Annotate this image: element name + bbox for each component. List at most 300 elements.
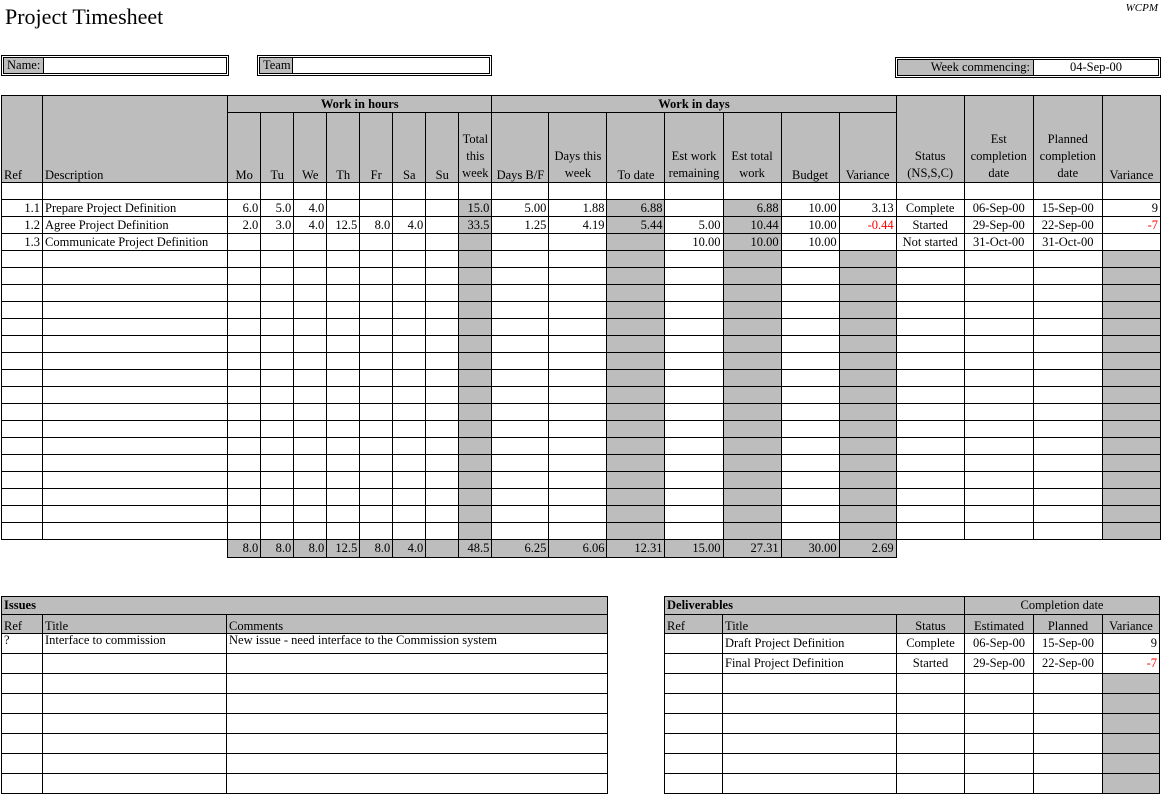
cell-est-remaining[interactable]: 5.00 [665, 217, 723, 234]
cell-we[interactable] [294, 370, 327, 387]
cell-est-completion[interactable] [964, 472, 1033, 489]
cell-planned-completion[interactable] [1033, 404, 1102, 421]
cell-planned-completion[interactable] [1033, 183, 1102, 200]
cell-description[interactable] [43, 438, 228, 455]
issue-ref[interactable] [2, 754, 43, 774]
cell-tu[interactable] [261, 455, 294, 472]
cell-we[interactable] [294, 506, 327, 523]
cell-days-bf[interactable] [492, 506, 549, 523]
cell-planned-completion[interactable] [1033, 523, 1102, 540]
cell-mo[interactable] [228, 404, 261, 421]
deliverable-title[interactable]: Draft Project Definition [723, 634, 897, 654]
cell-tu[interactable] [261, 370, 294, 387]
cell-budget[interactable] [781, 268, 839, 285]
cell-status[interactable] [896, 370, 964, 387]
deliverable-planned[interactable] [1034, 754, 1103, 774]
cell-est-remaining[interactable] [665, 353, 723, 370]
deliverable-title[interactable]: Final Project Definition [723, 654, 897, 674]
cell-ref[interactable] [2, 319, 43, 336]
cell-fr[interactable] [360, 251, 393, 268]
cell-est-completion[interactable] [964, 285, 1033, 302]
cell-planned-completion[interactable] [1033, 336, 1102, 353]
cell-su[interactable] [426, 370, 459, 387]
cell-th[interactable] [327, 302, 360, 319]
cell-est-remaining[interactable] [665, 336, 723, 353]
cell-days-week[interactable] [549, 489, 607, 506]
cell-ref[interactable] [2, 421, 43, 438]
issue-ref[interactable] [2, 654, 43, 674]
cell-we[interactable]: 4.0 [294, 200, 327, 217]
cell-est-completion[interactable] [964, 319, 1033, 336]
cell-est-remaining[interactable] [665, 183, 723, 200]
cell-planned-completion[interactable] [1033, 421, 1102, 438]
deliverable-estimated[interactable]: 29-Sep-00 [965, 654, 1034, 674]
deliverable-ref[interactable] [665, 694, 723, 714]
cell-status[interactable] [896, 285, 964, 302]
cell-we[interactable] [294, 336, 327, 353]
cell-status[interactable] [896, 319, 964, 336]
cell-sa[interactable] [393, 302, 426, 319]
cell-fr[interactable]: 8.0 [360, 217, 393, 234]
cell-sa[interactable] [393, 268, 426, 285]
cell-description[interactable] [43, 336, 228, 353]
cell-planned-completion[interactable] [1033, 370, 1102, 387]
deliverable-status[interactable] [897, 674, 965, 694]
issue-comments[interactable] [227, 774, 608, 794]
cell-we[interactable] [294, 268, 327, 285]
cell-tu[interactable] [261, 438, 294, 455]
cell-est-total[interactable] [723, 183, 781, 200]
cell-days-week[interactable] [549, 455, 607, 472]
cell-days-week[interactable] [549, 472, 607, 489]
cell-th[interactable] [327, 251, 360, 268]
cell-planned-completion[interactable] [1033, 251, 1102, 268]
cell-est-remaining[interactable] [665, 319, 723, 336]
issue-ref[interactable] [2, 734, 43, 754]
deliverable-estimated[interactable] [965, 694, 1034, 714]
cell-sa[interactable] [393, 183, 426, 200]
cell-tu[interactable] [261, 302, 294, 319]
cell-tu[interactable] [261, 234, 294, 251]
cell-days-bf[interactable] [492, 302, 549, 319]
cell-th[interactable] [327, 183, 360, 200]
issue-ref[interactable] [2, 714, 43, 734]
cell-est-completion[interactable] [964, 404, 1033, 421]
cell-days-week[interactable]: 1.88 [549, 200, 607, 217]
cell-budget[interactable] [781, 523, 839, 540]
cell-description[interactable]: Prepare Project Definition [43, 200, 228, 217]
cell-su[interactable] [426, 404, 459, 421]
cell-fr[interactable] [360, 353, 393, 370]
cell-su[interactable] [426, 183, 459, 200]
cell-su[interactable] [426, 387, 459, 404]
cell-mo[interactable]: 6.0 [228, 200, 261, 217]
issue-title[interactable] [43, 674, 227, 694]
cell-status[interactable] [896, 455, 964, 472]
issue-title[interactable] [43, 714, 227, 734]
cell-status[interactable]: Not started [896, 234, 964, 251]
cell-th[interactable] [327, 353, 360, 370]
cell-th[interactable] [327, 370, 360, 387]
deliverable-title[interactable] [723, 714, 897, 734]
deliverable-title[interactable] [723, 734, 897, 754]
cell-budget[interactable]: 10.00 [781, 217, 839, 234]
cell-budget[interactable] [781, 421, 839, 438]
cell-we[interactable] [294, 421, 327, 438]
cell-days-bf[interactable] [492, 489, 549, 506]
cell-sa[interactable]: 4.0 [393, 217, 426, 234]
deliverable-ref[interactable] [665, 734, 723, 754]
cell-we[interactable] [294, 183, 327, 200]
cell-fr[interactable] [360, 319, 393, 336]
cell-description[interactable]: Agree Project Definition [43, 217, 228, 234]
cell-total[interactable] [459, 183, 492, 200]
cell-su[interactable] [426, 268, 459, 285]
cell-th[interactable] [327, 234, 360, 251]
cell-budget[interactable] [781, 506, 839, 523]
cell-planned-completion[interactable] [1033, 268, 1102, 285]
cell-description[interactable] [43, 183, 228, 200]
cell-planned-completion[interactable] [1033, 319, 1102, 336]
cell-days-bf[interactable] [492, 285, 549, 302]
cell-we[interactable] [294, 353, 327, 370]
cell-days-bf[interactable] [492, 251, 549, 268]
week-commencing-input[interactable]: 04-Sep-00 [1034, 60, 1158, 75]
cell-status[interactable] [896, 472, 964, 489]
issue-ref[interactable]: ? [2, 634, 43, 654]
cell-sa[interactable] [393, 404, 426, 421]
cell-est-completion[interactable] [964, 506, 1033, 523]
cell-we[interactable] [294, 251, 327, 268]
cell-mo[interactable] [228, 438, 261, 455]
cell-est-completion[interactable] [964, 421, 1033, 438]
cell-sa[interactable] [393, 506, 426, 523]
cell-est-remaining[interactable] [665, 302, 723, 319]
issue-comments[interactable] [227, 734, 608, 754]
cell-description[interactable] [43, 387, 228, 404]
cell-tu[interactable] [261, 251, 294, 268]
cell-mo[interactable] [228, 251, 261, 268]
deliverable-title[interactable] [723, 674, 897, 694]
deliverable-status[interactable] [897, 714, 965, 734]
cell-su[interactable] [426, 421, 459, 438]
cell-days-week[interactable]: 4.19 [549, 217, 607, 234]
cell-budget[interactable] [781, 387, 839, 404]
cell-est-remaining[interactable] [665, 421, 723, 438]
cell-est-completion[interactable]: 31-Oct-00 [964, 234, 1033, 251]
deliverable-title[interactable] [723, 754, 897, 774]
cell-su[interactable] [426, 234, 459, 251]
cell-mo[interactable] [228, 234, 261, 251]
cell-est-remaining[interactable] [665, 251, 723, 268]
cell-est-remaining[interactable] [665, 506, 723, 523]
issue-title[interactable]: Interface to commission [43, 634, 227, 654]
issue-comments[interactable] [227, 654, 608, 674]
cell-ref[interactable] [2, 387, 43, 404]
cell-su[interactable] [426, 217, 459, 234]
cell-planned-completion[interactable] [1033, 506, 1102, 523]
cell-th[interactable] [327, 489, 360, 506]
cell-sa[interactable] [393, 336, 426, 353]
cell-days-bf[interactable] [492, 404, 549, 421]
cell-sa[interactable] [393, 523, 426, 540]
cell-we[interactable] [294, 285, 327, 302]
cell-th[interactable] [327, 421, 360, 438]
cell-tu[interactable] [261, 489, 294, 506]
cell-ref[interactable] [2, 455, 43, 472]
cell-ref[interactable] [2, 506, 43, 523]
cell-status[interactable] [896, 387, 964, 404]
cell-planned-completion[interactable] [1033, 455, 1102, 472]
cell-fr[interactable] [360, 336, 393, 353]
cell-planned-completion[interactable]: 15-Sep-00 [1033, 200, 1102, 217]
cell-variance2[interactable] [1102, 183, 1160, 200]
cell-description[interactable] [43, 268, 228, 285]
cell-tu[interactable] [261, 472, 294, 489]
cell-th[interactable] [327, 319, 360, 336]
cell-description[interactable] [43, 353, 228, 370]
cell-planned-completion[interactable] [1033, 489, 1102, 506]
cell-su[interactable] [426, 251, 459, 268]
cell-days-week[interactable] [549, 438, 607, 455]
cell-mo[interactable]: 2.0 [228, 217, 261, 234]
cell-est-remaining[interactable] [665, 285, 723, 302]
cell-description[interactable] [43, 370, 228, 387]
cell-days-bf[interactable]: 1.25 [492, 217, 549, 234]
cell-sa[interactable] [393, 489, 426, 506]
issue-comments[interactable] [227, 674, 608, 694]
cell-est-completion[interactable] [964, 353, 1033, 370]
cell-status[interactable] [896, 404, 964, 421]
cell-th[interactable] [327, 506, 360, 523]
cell-fr[interactable] [360, 268, 393, 285]
cell-mo[interactable] [228, 370, 261, 387]
cell-mo[interactable] [228, 523, 261, 540]
cell-mo[interactable] [228, 472, 261, 489]
cell-est-remaining[interactable]: 10.00 [665, 234, 723, 251]
issue-title[interactable] [43, 694, 227, 714]
cell-sa[interactable] [393, 251, 426, 268]
cell-tu[interactable] [261, 506, 294, 523]
cell-fr[interactable] [360, 404, 393, 421]
cell-days-week[interactable] [549, 319, 607, 336]
name-input[interactable] [44, 58, 226, 73]
cell-su[interactable] [426, 489, 459, 506]
cell-su[interactable] [426, 472, 459, 489]
deliverable-planned[interactable] [1034, 774, 1103, 794]
cell-planned-completion[interactable] [1033, 353, 1102, 370]
deliverable-title[interactable] [723, 774, 897, 794]
deliverable-status[interactable]: Started [897, 654, 965, 674]
cell-sa[interactable] [393, 387, 426, 404]
cell-budget[interactable] [781, 251, 839, 268]
issue-title[interactable] [43, 654, 227, 674]
cell-sa[interactable] [393, 319, 426, 336]
cell-est-completion[interactable] [964, 302, 1033, 319]
deliverable-title[interactable] [723, 694, 897, 714]
cell-su[interactable] [426, 506, 459, 523]
cell-fr[interactable] [360, 421, 393, 438]
cell-est-completion[interactable] [964, 251, 1033, 268]
cell-mo[interactable] [228, 319, 261, 336]
cell-est-remaining[interactable] [665, 370, 723, 387]
cell-ref[interactable] [2, 251, 43, 268]
deliverable-estimated[interactable]: 06-Sep-00 [965, 634, 1034, 654]
cell-fr[interactable] [360, 183, 393, 200]
cell-status[interactable] [896, 438, 964, 455]
cell-ref[interactable] [2, 285, 43, 302]
cell-description[interactable] [43, 455, 228, 472]
cell-description[interactable] [43, 285, 228, 302]
cell-days-bf[interactable] [492, 336, 549, 353]
cell-fr[interactable] [360, 472, 393, 489]
cell-su[interactable] [426, 319, 459, 336]
cell-we[interactable] [294, 387, 327, 404]
cell-status[interactable] [896, 268, 964, 285]
cell-fr[interactable] [360, 489, 393, 506]
cell-th[interactable] [327, 404, 360, 421]
cell-mo[interactable] [228, 421, 261, 438]
cell-budget[interactable] [781, 404, 839, 421]
deliverable-status[interactable] [897, 754, 965, 774]
issue-comments[interactable]: New issue - need interface to the Commission system [227, 634, 608, 654]
cell-days-week[interactable] [549, 523, 607, 540]
deliverable-ref[interactable] [665, 674, 723, 694]
issue-comments[interactable] [227, 754, 608, 774]
cell-est-completion[interactable] [964, 268, 1033, 285]
cell-we[interactable] [294, 234, 327, 251]
cell-sa[interactable] [393, 353, 426, 370]
issue-title[interactable] [43, 774, 227, 794]
cell-days-week[interactable] [549, 336, 607, 353]
cell-tu[interactable] [261, 353, 294, 370]
cell-status[interactable]: Started [896, 217, 964, 234]
cell-su[interactable] [426, 353, 459, 370]
cell-est-completion[interactable] [964, 370, 1033, 387]
cell-mo[interactable] [228, 506, 261, 523]
cell-budget[interactable] [781, 353, 839, 370]
cell-description[interactable] [43, 506, 228, 523]
cell-days-bf[interactable] [492, 353, 549, 370]
cell-planned-completion[interactable]: 22-Sep-00 [1033, 217, 1102, 234]
cell-fr[interactable] [360, 200, 393, 217]
cell-tu[interactable]: 5.0 [261, 200, 294, 217]
cell-ref[interactable] [2, 438, 43, 455]
cell-planned-completion[interactable] [1033, 285, 1102, 302]
cell-days-week[interactable] [549, 506, 607, 523]
cell-we[interactable] [294, 523, 327, 540]
cell-planned-completion[interactable] [1033, 302, 1102, 319]
cell-days-bf[interactable] [492, 183, 549, 200]
cell-su[interactable] [426, 455, 459, 472]
cell-ref[interactable] [2, 472, 43, 489]
cell-ref[interactable]: 1.1 [2, 200, 43, 217]
cell-est-remaining[interactable] [665, 489, 723, 506]
cell-budget[interactable] [781, 302, 839, 319]
issue-comments[interactable] [227, 694, 608, 714]
cell-ref[interactable] [2, 302, 43, 319]
cell-sa[interactable] [393, 200, 426, 217]
cell-fr[interactable] [360, 285, 393, 302]
deliverable-planned[interactable]: 15-Sep-00 [1034, 634, 1103, 654]
cell-ref[interactable] [2, 370, 43, 387]
deliverable-status[interactable] [897, 694, 965, 714]
cell-description[interactable] [43, 489, 228, 506]
cell-est-completion[interactable] [964, 336, 1033, 353]
cell-days-bf[interactable] [492, 234, 549, 251]
cell-mo[interactable] [228, 268, 261, 285]
cell-budget[interactable] [781, 489, 839, 506]
cell-su[interactable] [426, 523, 459, 540]
cell-tu[interactable] [261, 268, 294, 285]
cell-description[interactable] [43, 472, 228, 489]
cell-fr[interactable] [360, 302, 393, 319]
deliverable-ref[interactable] [665, 634, 723, 654]
cell-status[interactable] [896, 302, 964, 319]
cell-we[interactable] [294, 489, 327, 506]
cell-est-completion[interactable] [964, 183, 1033, 200]
cell-fr[interactable] [360, 234, 393, 251]
cell-est-remaining[interactable] [665, 404, 723, 421]
deliverable-planned[interactable] [1034, 734, 1103, 754]
cell-planned-completion[interactable]: 31-Oct-00 [1033, 234, 1102, 251]
cell-status[interactable] [896, 251, 964, 268]
cell-est-remaining[interactable] [665, 438, 723, 455]
cell-we[interactable] [294, 404, 327, 421]
cell-su[interactable] [426, 302, 459, 319]
cell-days-week[interactable] [549, 353, 607, 370]
cell-est-completion[interactable]: 29-Sep-00 [964, 217, 1033, 234]
cell-description[interactable] [43, 251, 228, 268]
cell-days-week[interactable] [549, 387, 607, 404]
cell-planned-completion[interactable] [1033, 438, 1102, 455]
cell-ref[interactable] [2, 404, 43, 421]
cell-planned-completion[interactable] [1033, 387, 1102, 404]
cell-we[interactable] [294, 319, 327, 336]
cell-days-week[interactable] [549, 404, 607, 421]
cell-est-remaining[interactable] [665, 472, 723, 489]
cell-budget[interactable] [781, 285, 839, 302]
cell-budget[interactable] [781, 319, 839, 336]
cell-budget[interactable] [781, 183, 839, 200]
deliverable-estimated[interactable] [965, 714, 1034, 734]
cell-mo[interactable] [228, 489, 261, 506]
cell-tu[interactable] [261, 404, 294, 421]
cell-budget[interactable]: 10.00 [781, 200, 839, 217]
cell-ref[interactable] [2, 353, 43, 370]
cell-est-completion[interactable] [964, 438, 1033, 455]
cell-variance[interactable] [839, 183, 896, 200]
cell-tu[interactable] [261, 523, 294, 540]
cell-days-week[interactable] [549, 234, 607, 251]
cell-description[interactable] [43, 319, 228, 336]
cell-fr[interactable] [360, 506, 393, 523]
cell-sa[interactable] [393, 285, 426, 302]
cell-days-bf[interactable] [492, 421, 549, 438]
cell-budget[interactable] [781, 472, 839, 489]
cell-fr[interactable] [360, 387, 393, 404]
cell-budget[interactable] [781, 438, 839, 455]
cell-su[interactable] [426, 438, 459, 455]
cell-mo[interactable] [228, 285, 261, 302]
cell-to-date[interactable] [607, 183, 665, 200]
deliverable-status[interactable] [897, 774, 965, 794]
cell-days-bf[interactable] [492, 387, 549, 404]
cell-tu[interactable] [261, 336, 294, 353]
deliverable-planned[interactable] [1034, 714, 1103, 734]
cell-we[interactable]: 4.0 [294, 217, 327, 234]
issue-title[interactable] [43, 734, 227, 754]
